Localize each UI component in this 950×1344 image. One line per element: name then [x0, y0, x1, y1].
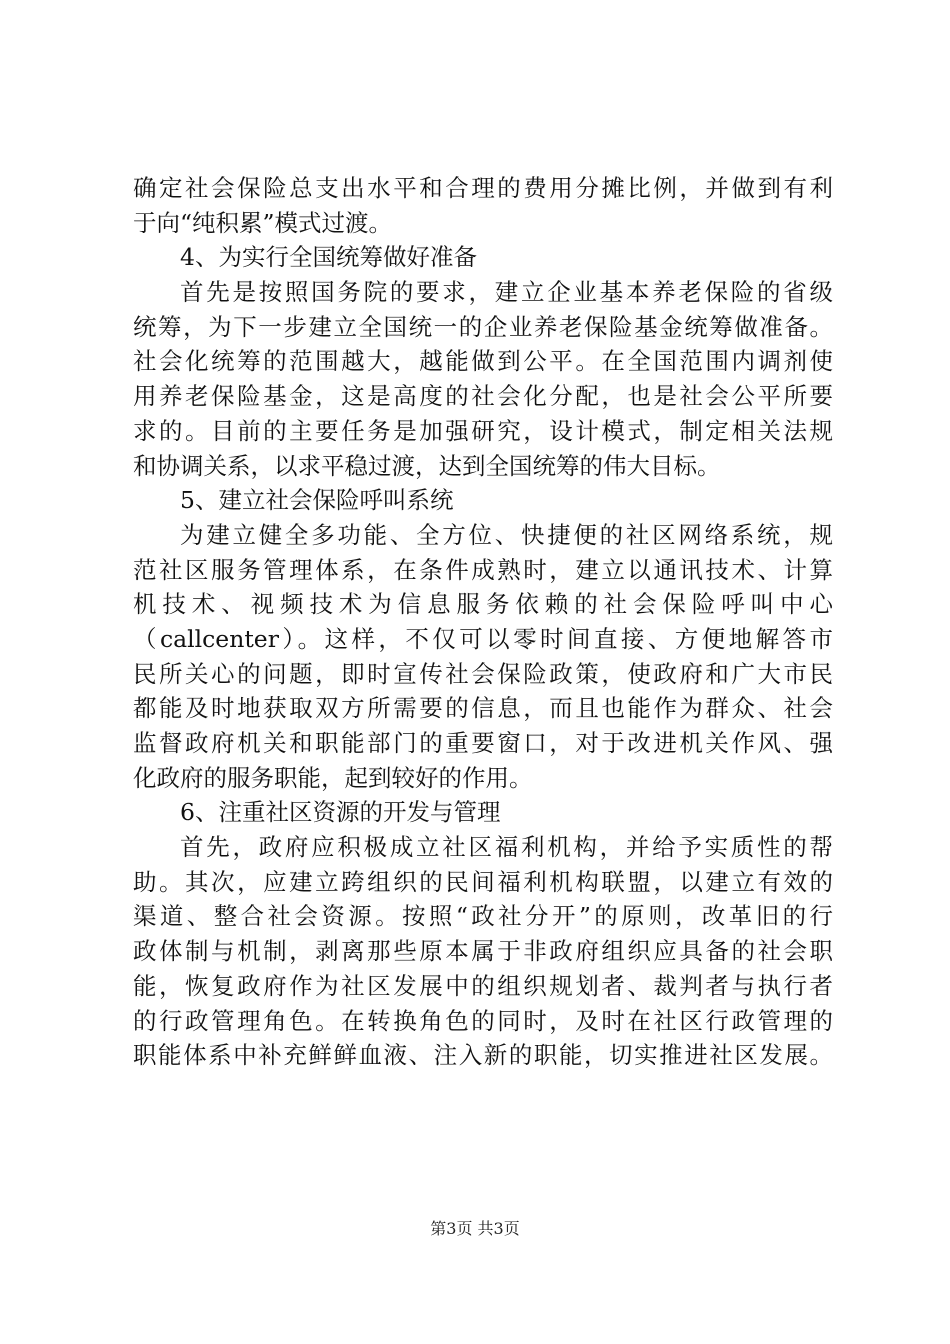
- text-line: 求的。目前的主要任务是加强研究，设计模式，制定相关法规: [133, 416, 833, 445]
- text-line: 确定社会保险总支出水平和合理的费用分摊比例，并做到有利: [133, 174, 833, 202]
- section-heading: 6、注重社区资源的开发与管理: [180, 798, 501, 827]
- text-line: 和协调关系，以求平稳过渡，达到全国统筹的伟大目标。: [133, 451, 721, 480]
- page-footer: 第3页 共3页: [430, 1219, 520, 1238]
- text-line: 用养老保险基金，这是高度的社会化分配，也是社会公平所要: [133, 382, 833, 411]
- text-line: 机技术、视频技术为信息服务依赖的社会保险呼叫中心: [133, 590, 833, 619]
- text-line: 监督政府机关和职能部门的重要窗口，对于改进机关作风、强: [133, 729, 833, 757]
- section-heading: 5、建立社会保险呼叫系统: [180, 486, 454, 515]
- text-line: 能，恢复政府作为社区发展中的组织规划者、裁判者与执行者: [133, 971, 833, 1000]
- section-heading: 4、为实行全国统筹做好准备: [180, 243, 477, 272]
- text-line: 首先是按照国务院的要求，建立企业基本养老保险的省级: [180, 278, 833, 307]
- text-line: 的行政管理角色。在转换角色的同时，及时在社区行政管理的: [133, 1006, 833, 1035]
- text-line: 渠道、整合社会资源。按照“政社分开”的原则，改革旧的行: [133, 902, 833, 931]
- text-line: 政体制与机制，剥离那些原本属于非政府组织应具备的社会职: [133, 937, 833, 966]
- text-line: 统筹，为下一步建立全国统一的企业养老保险基金统筹做准备。: [133, 312, 833, 341]
- text-line: 职能体系中补充鲜鲜血液、注入新的职能，切实推进社区发展。: [133, 1041, 833, 1070]
- text-line: 首先，政府应积极成立社区福利机构，并给予实质性的帮: [180, 833, 833, 862]
- text-line: 范社区服务管理体系，在条件成熟时，建立以通讯技术、计算: [133, 555, 833, 584]
- text-line: 民所关心的问题，即时宣传社会保险政策，使政府和广大市民: [133, 659, 833, 688]
- text-line: 为建立健全多功能、全方位、快捷便的社区网络系统，规: [180, 520, 833, 549]
- text-line: 都能及时地获取双方所需要的信息，而且也能作为群众、社会: [133, 694, 833, 723]
- text-line: 助。其次，应建立跨组织的民间福利机构联盟，以建立有效的: [133, 867, 833, 896]
- text-line: （callcenter）。这样，不仅可以零时间直接、方便地解答市: [133, 624, 833, 653]
- document-body: [133, 171, 833, 1073]
- text-line: 社会化统筹的范围越大，越能做到公平。在全国范围内调剂使: [133, 347, 833, 376]
- text-line: 化政府的服务职能，起到较好的作用。: [133, 763, 533, 792]
- text-line: 于向“纯积累”模式过渡。: [133, 208, 393, 237]
